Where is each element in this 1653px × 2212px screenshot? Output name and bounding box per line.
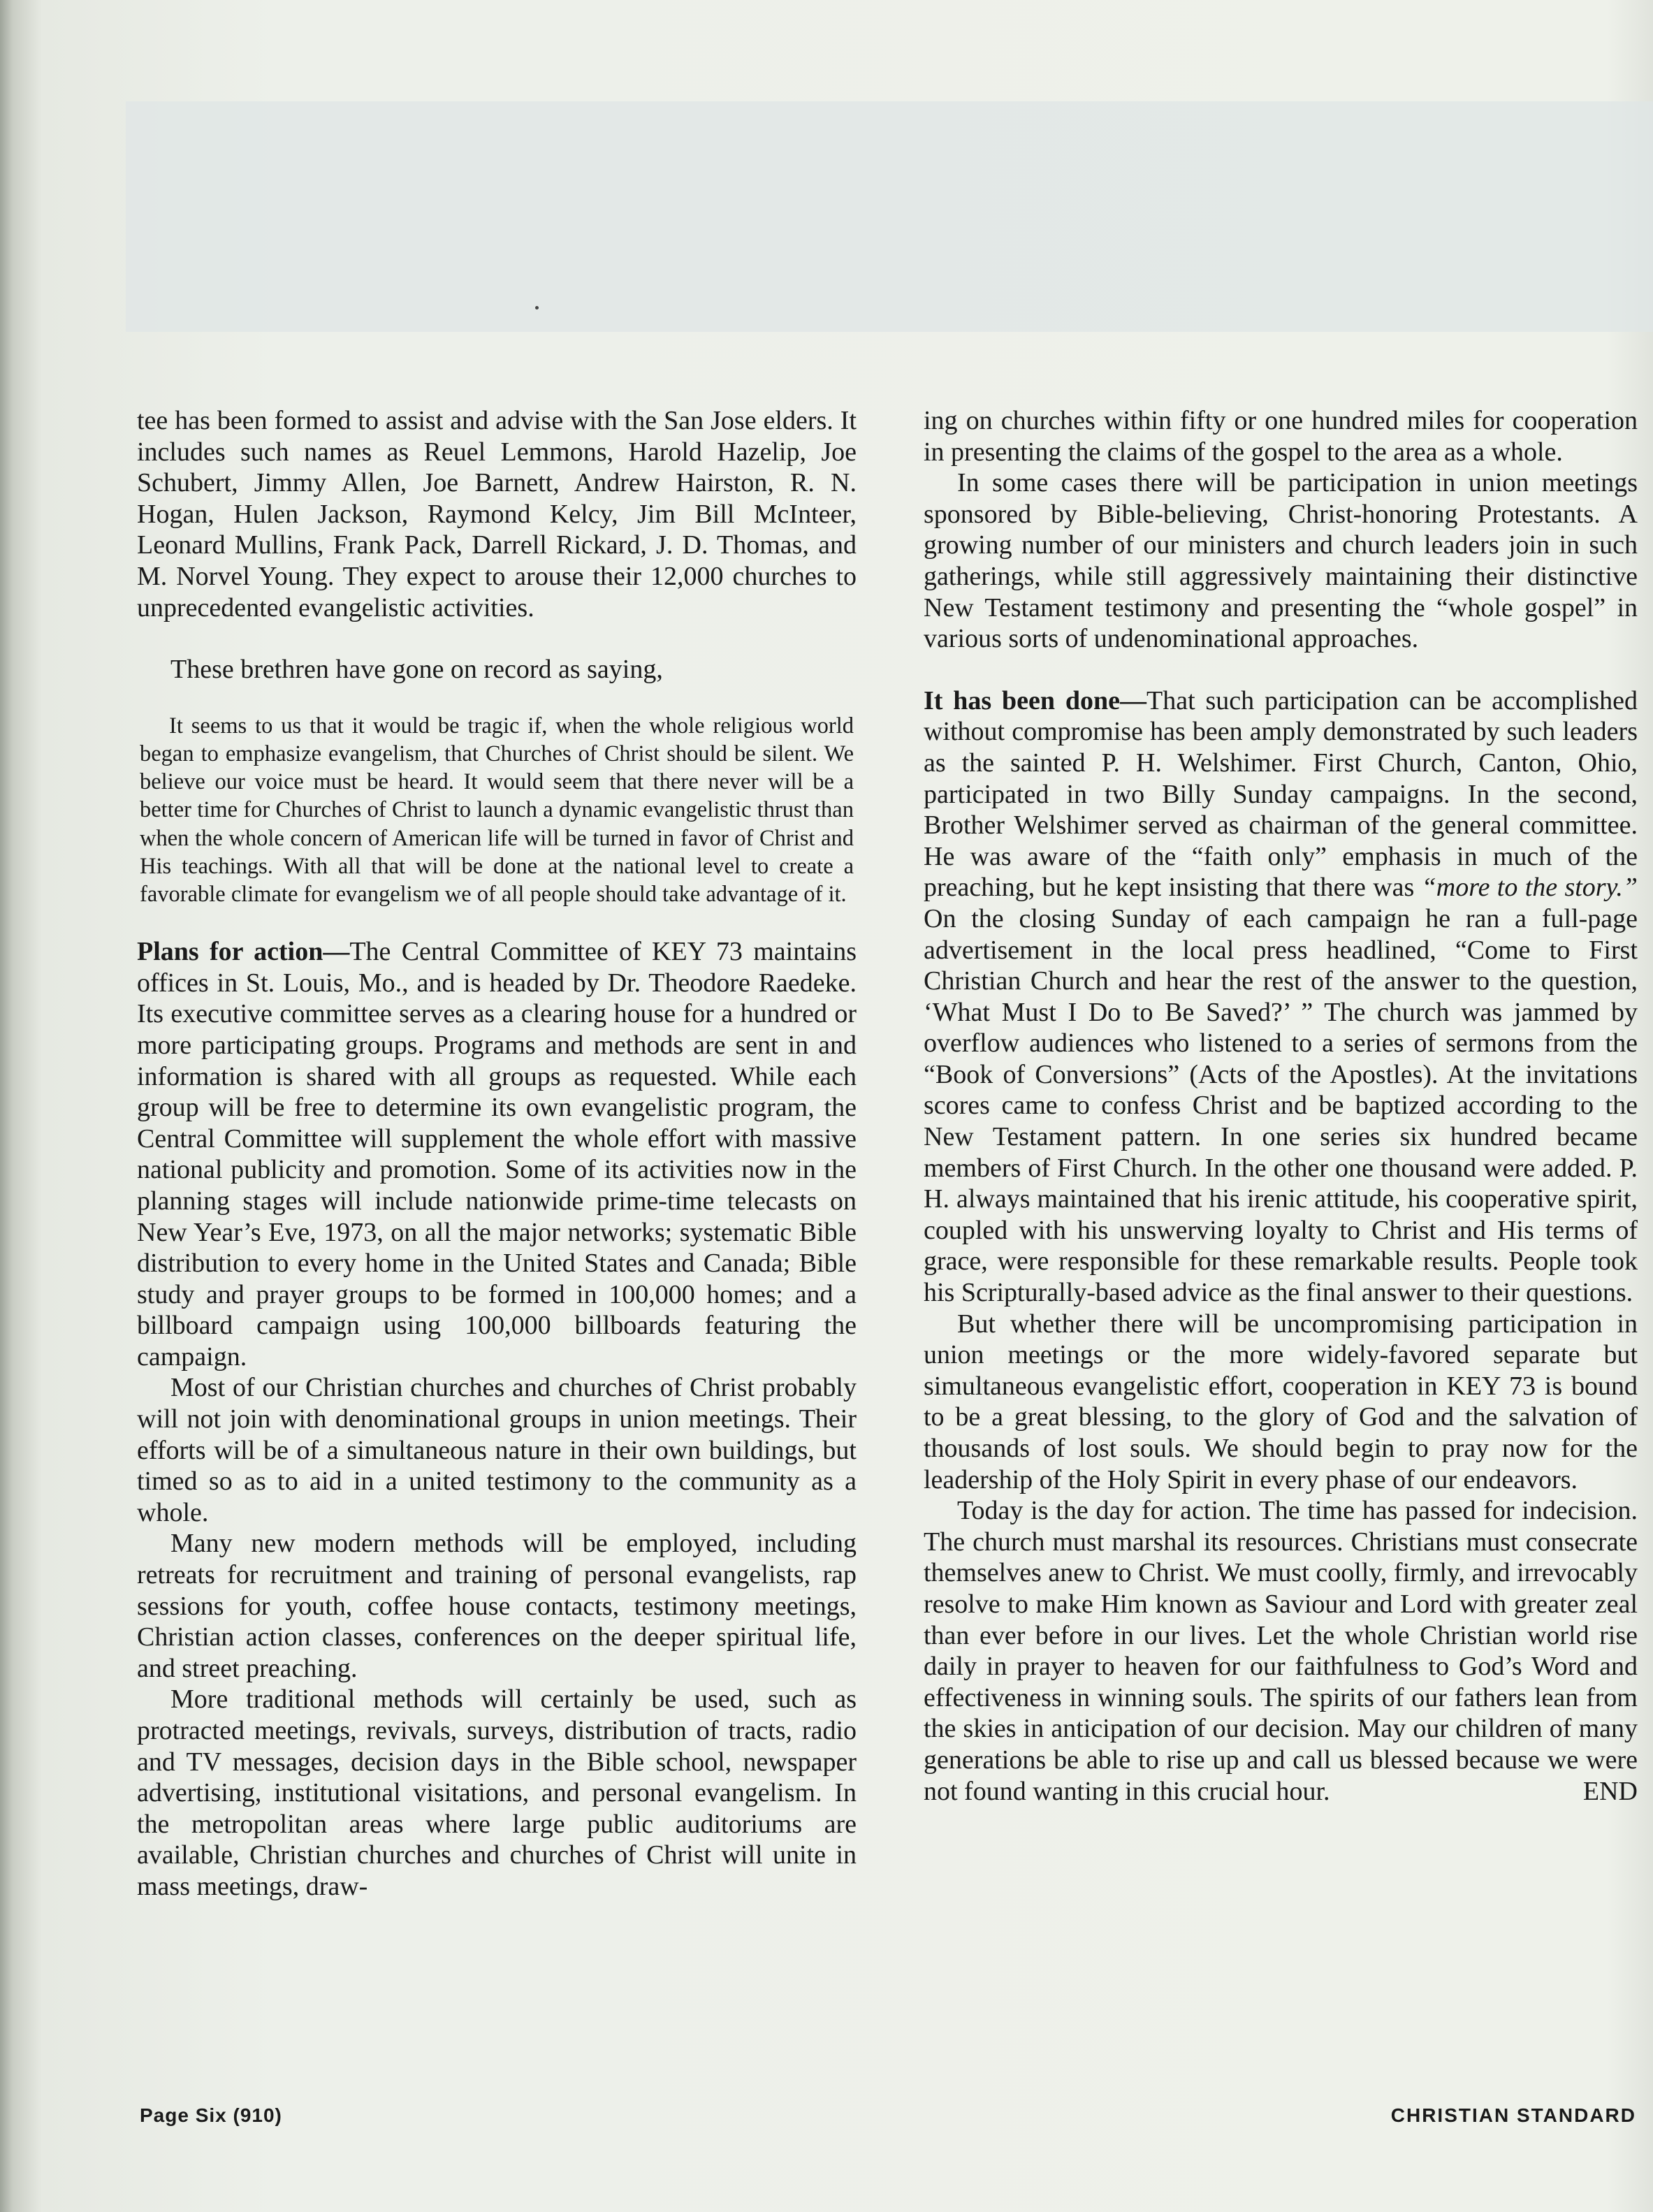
paragraph-done-body-b: On the closing Sunday of each campaign he ran a full-page advertisement in the local press headlined, “Come to First Christian Church and hear the rest of the answer to the question, ‘What Must I Do to Be Saved?’ ” The church was jammed by overflow audiences who listened to a series of sermons from the “Book of Conversions” (Acts of the Apostles). At the invitations scores came to confess Christ and be baptized according to the New Testament pattern. In one series six hundred became members of First Church. In the other one thousand were added. P. H. always maintained that his irenic attitude, his cooperative spirit, coupled with his unswerving loyalty to Christ and His terms of grace, were responsible for these remarkable results. People took his Scripturally-based advice as the final answer to their questions. — [924, 903, 1638, 1308]
run-in-heading-plans: Plans for action— — [137, 937, 350, 967]
show-through-banner — [126, 101, 1653, 332]
paragraph-done-italic: “more to the story.” — [1421, 873, 1638, 903]
page-number: Page Six (910) — [140, 2104, 282, 2126]
paragraph-it-has-been-done — [924, 685, 1638, 1309]
paragraph-simultaneous: Most of our Christian churches and churches of Christ probably will not join with denominational groups in union meetings. Their efforts will be of a simultaneous nature in their own buildings, but timed so as to aid in a united testimony to the community as a whole. — [137, 1373, 857, 1527]
paragraph-done-body-a: That such participation can be accomplished without compromise has been amply demonstrated by such leaders as the sainted P. H. Welshimer. First Church, Canton, Ohio, participated in two Billy Sunday campaigns. In the second, Brother Welshimer served as chairman of the general committee. He was aware of the “faith only” emphasis in much of the preaching, but he kept insisting that there was — [924, 685, 1638, 903]
paragraph-modern-methods: Many new modern methods will be employed, including retreats for recruitment and training of personal evangelists, rap sessions for youth, coffee house contacts, testimony meetings, Christian action classes, conferences on the deeper spiritual life, and street preaching. — [137, 1529, 857, 1683]
print-speck — [535, 306, 539, 310]
paragraph-blessing: But whether there will be uncompromising participation in union meetings or the more widely-favored separate but simultaneous evangelistic effort, cooperation in KEY 73 is bound to be a great blessing, to the glory of God and the salvation of thousands of lost souls. We should begin to pray now for the leadership of the Holy Spirit in every phase of our endeavors. — [924, 1309, 1638, 1494]
end-mark: END — [1582, 1776, 1638, 1806]
run-in-heading-done: It has been done— — [924, 685, 1146, 715]
paragraph-plans-body: The Central Committee of KEY 73 maintains offices in St. Louis, Mo., and is headed by Dr. Theodore Raedeke. Its executive committee serves as a clearing house for a hundred or more participating groups. Programs and methods are sent in and information is shared with all groups as requested. While each group will be free to determine its own evangelistic program, the Central Committee will supplement the whole effort with massive national publicity and promotion. Some of its activities now in the planning stages will include nationwide prime-time telecasts on New Year’s Eve, 1973, on all the major networks; systematic Bible distribution to every home in the United States and Canada; Bible study and prayer groups to be formed in 100,000 homes; and a billboard campaign using 100,000 billboards featuring the campaign. — [137, 937, 857, 1371]
block-quote: It seems to us that it would be tragic if, when the whole religious world began to emphasize evangelism, that Churches of Christ should be silent. We believe our voice must be heard. It would seem that there never will be a better time for Churches of Christ to launch a dynamic evangelistic thrust than when the whole concern of American life will be turned in favor of Christ and His teachings. With all that will be done at the national level to create a favorable climate for evangelism we of all people should take advantage of it. — [140, 713, 854, 907]
paragraph-plans — [137, 936, 857, 1372]
paragraph-call-to-action-body: Today is the day for action. The time has passed for indecision. The church must marshal its resources. Christians must consecrate themselves anew to Christ. We must coolly, firmly, and irrevocably resolve to make Him known as Saviour and Lord with greater zeal than ever before in our lives. Let the whole Christian world rise daily in prayer to heaven for our faithfulness to God’s Word and effectiveness in winning souls. The spirits of our fathers lean from the skies in anticipation of our decision. May our children of many generations be able to rise up and call us blessed because we were not found wanting in this crucial hour. — [924, 1496, 1638, 1806]
paragraph-committee: tee has been formed to assist and advise with the San Jose elders. It includes such names as Reuel Lemmons, Harold Hazelip, Joe Schubert, Jimmy Allen, Joe Barnett, Andrew Hairston, R. N. Hogan, Hulen Jackson, Raymond Kelcy, Jim Bill McInteer, Leonard Mullins, Frank Pack, Darrell Rickard, J. D. Thomas, and M. Norvel Young. They expect to arouse their 12,000 churches to unprecedented evangelistic activities. — [137, 406, 857, 623]
paragraph-call-to-action — [924, 1495, 1638, 1807]
paragraph-traditional-methods: More traditional methods will certainly be used, such as protracted meetings, revivals, surveys, distribution of tracts, radio and TV messages, decision days in the Bible school, newspaper advertising, institutional visitations, and personal evangelism. In the metropolitan areas where large public auditoriums are available, Christian churches and churches of Christ will unite in mass meetings, draw- — [137, 1685, 857, 1901]
paragraph-union-meetings: In some cases there will be participation in union meetings sponsored by Bible-believing, Christ-honoring Protestants. A growing number of our ministers and church leaders join in such gatherings, while still aggressively maintaining their distinctive New Testament testimony and presenting the “whole gospel” in various sorts of undenominational approaches. — [924, 468, 1638, 654]
paragraph-cooperation: ing on churches within fifty or one hundred miles for cooperation in presenting the claims of the gospel to the area as a whole. — [924, 406, 1638, 467]
left-column — [137, 405, 857, 1902]
right-column — [924, 405, 1638, 1807]
publication-name: CHRISTIAN STANDARD — [1390, 2104, 1636, 2126]
paragraph-record: These brethren have gone on record as saying, — [170, 655, 663, 685]
